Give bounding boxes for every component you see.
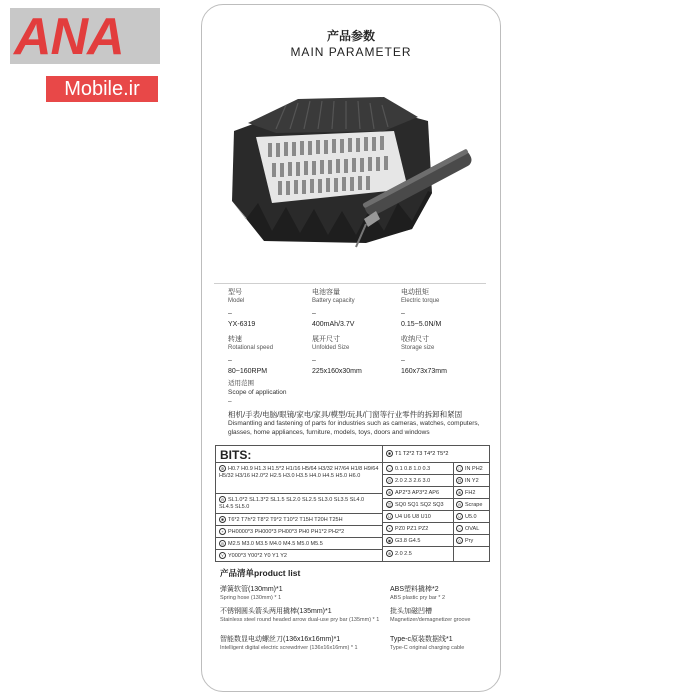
scope-label-en: Scope of application <box>228 389 287 396</box>
list-item-en: Stainless steel round headed arrow dual-use pry bar (135mm) * 1 <box>220 617 380 623</box>
bits-cell-text: OVAL <box>465 525 480 532</box>
spec-label-en: Battery capacity <box>312 298 355 304</box>
divider-top <box>214 283 486 284</box>
logo-banner <box>10 8 160 64</box>
spec-label-cn: 展开尺寸 <box>312 336 340 343</box>
torx-bit-icon: ✱ <box>220 517 225 522</box>
list-item-en: Spring hose (130mm) * 1 <box>220 595 282 601</box>
pozidriv-bit-icon: + <box>386 525 393 532</box>
list-item-cn: ABS塑料撬棒*2 <box>390 586 439 593</box>
list-item <box>220 635 390 653</box>
bits-title: BITS: <box>220 448 252 462</box>
list-item-en: Intelligent digital electric screwdriver (136x16x16mm) * 1 <box>220 645 358 651</box>
spec-value: 225x160x30mm <box>312 368 362 375</box>
spec-value: 0.15~5.0N/M <box>401 321 442 328</box>
slotted-bit-icon: ⊖ <box>220 497 225 502</box>
scope-section <box>228 379 488 437</box>
spec-torque <box>401 288 491 329</box>
spec-dash: – <box>312 310 316 317</box>
spec-label-cn: 收纳尺寸 <box>401 336 429 343</box>
product-list-title: 产品清单product list <box>220 568 301 578</box>
product-image <box>216 71 486 277</box>
tri-wing-bit-icon: Y <box>219 552 226 559</box>
spec-value: 80~160RPM <box>228 368 268 375</box>
scope-label-cn: 适用范围 <box>228 380 254 387</box>
bits-row-text: PH0000*3 PH000*3 PH00*3 PH0 PH1*2 PH2*2 <box>228 528 345 535</box>
bits-cell-text: G3.8 G4.5 <box>395 537 421 544</box>
square-bit-icon: □ <box>456 465 463 472</box>
u-large-bit-icon: ∪ <box>456 513 463 520</box>
spec-dash: – <box>312 357 316 364</box>
spec-label-cn: 电动扭矩 <box>401 289 429 296</box>
spec-dash: – <box>228 310 232 317</box>
oval-bit-icon: ○ <box>456 525 463 532</box>
circle-dot-bit-icon: ⊙ <box>387 478 392 483</box>
list-item-en: Type-C original charging cable <box>390 645 465 651</box>
cross-circle-bit-icon: ⊕ <box>387 490 392 495</box>
square-dot-bit-icon: ⊡ <box>457 478 462 483</box>
bits-cell-text: 0.1 0.8 1.0 0.3 <box>395 465 431 472</box>
spec-value: 160x73x73mm <box>401 368 447 375</box>
bits-row-hex <box>216 462 382 494</box>
torx-small-bit-icon: ✱ <box>387 451 392 456</box>
bits-right-grid <box>383 462 489 561</box>
list-item <box>390 607 490 625</box>
spec-battery <box>312 288 397 329</box>
square-drive-bit-icon: ◫ <box>387 502 392 507</box>
bits-row-text: T6*2 T7h*2 T8*2 T9*2 T10*2 T15H T20H T25H <box>228 516 343 523</box>
logo-site-badge <box>46 76 158 102</box>
spec-speed <box>228 335 308 376</box>
hex-bit-icon: ✲ <box>220 466 225 471</box>
spec-dash: – <box>228 357 232 364</box>
bits-cell-text: IN PH2 <box>465 465 483 472</box>
scope-dash: – <box>228 398 232 405</box>
spec-unfolded-size <box>312 335 397 376</box>
spec-model <box>228 288 308 329</box>
list-item-cn: 智能数显电动螺丝刀(136x16x16mm)*1 <box>220 636 341 643</box>
site-logo <box>10 8 162 104</box>
pry-bit-icon: ◇ <box>457 538 462 543</box>
spec-label-cn: 电池容量 <box>312 289 340 296</box>
scope-desc-en: Dismantling and fastening of parts for industries such as cameras, watches, computers, glasses, home appliances, furniture, models, toys, doors and windows <box>228 420 480 436</box>
list-item-cn: 弹簧软管(130mm)*1 <box>220 586 283 593</box>
spec-label-cn: 型号 <box>228 289 242 296</box>
title-chinese: 产品参数 <box>326 29 375 43</box>
scrape-bit-icon: ⊖ <box>457 502 462 507</box>
scope-desc-cn: 相机/手表/电脑/眼镜/家电/家具/模型/玩具/门窗等行业零件的拆卸和紧固 <box>228 410 463 419</box>
phillips-bit-icon: + <box>219 528 226 535</box>
bits-cell-text: 2.0 2.5 <box>395 550 412 557</box>
bits-row-text: M2.5 M3.0 M3.5 M4.0 M4.5 M5.0 M5.5 <box>228 540 323 547</box>
spec-storage-size <box>401 335 491 376</box>
bits-cell-text: 2.0 2.3 2.6 3.0 <box>395 477 431 484</box>
spec-value: YX-6319 <box>228 321 256 328</box>
bits-row-tri-wing <box>216 549 382 562</box>
round-bit-icon: ○ <box>386 465 393 472</box>
g-bit-icon: ◉ <box>387 538 392 543</box>
bits-cell-text: PZ0 PZ1 PZ2 <box>395 525 429 532</box>
list-item <box>220 607 390 625</box>
x-circle-bit-icon: ⊗ <box>457 490 462 495</box>
bits-cell-text: U4 U6 U8 U10 <box>395 513 431 520</box>
bits-row-text: H0.7 H0.9 H1.3 H1.5*2 H1/16 H5/64 H3/32 H7/64 H1/8 H9/64 H5/32 H3/16 H2.0*2 H2.5 H3.0 H3.5 H4.0 H4.5 H5.0 H6.0 <box>219 465 379 479</box>
spec-label-en: Storage size <box>401 345 435 351</box>
bits-row-text: T1 T2*2 T3 T4*2 T5*2 <box>395 450 449 457</box>
list-item <box>390 635 490 653</box>
spec-dash: – <box>401 357 405 364</box>
spec-label-en: Model <box>228 298 245 304</box>
bits-cell-text: U5.0 <box>465 513 477 520</box>
list-item-cn: 批头加磁凹槽 <box>390 608 432 615</box>
bits-cell-text: SQ0 SQ1 SQ2 SQ3 <box>395 501 444 508</box>
list-item-cn: Type-c原装数据线*1 <box>390 636 453 643</box>
bits-row-text: Y000*3 Y00*2 Y0 Y1 Y2 <box>228 552 287 559</box>
logo-site-text: Mobile.ir <box>64 78 140 100</box>
title-english: MAIN PARAMETER <box>290 45 412 59</box>
bits-cell-text: FH2 <box>465 489 476 496</box>
spec-label-en: Electric torque <box>401 298 440 304</box>
list-item-cn: 不锈钢圆头箭头两用撬棒(135mm)*1 <box>220 608 332 615</box>
bits-row-slotted <box>216 493 382 514</box>
bits-cell-text: AP2*3 AP3*2 AP6 <box>395 489 440 496</box>
cross-bit-icon: ⊕ <box>387 551 392 556</box>
list-item-en: Magnetizer/demagnetizer groove <box>390 617 471 623</box>
bits-cell-text: IN Y2 <box>465 477 479 484</box>
spec-label-en: Rotational speed <box>228 345 274 351</box>
bits-table <box>215 445 490 562</box>
bits-cell-text: Pry <box>465 537 474 544</box>
bits-row-text: SL1.0*2 SL1.3*2 SL1.5 SL2.0 SL2.5 SL3.0 SL3.5 SL4.0 SL4.5 SL5.0 <box>219 496 365 510</box>
metric-bit-icon: ◎ <box>220 541 225 546</box>
list-item-en: ABS plastic pry bar * 2 <box>390 595 446 601</box>
logo-brand-text: ANA <box>14 8 124 66</box>
bits-right-row <box>383 546 489 562</box>
list-item <box>220 585 400 603</box>
spec-value: 400mAh/3.7V <box>312 321 355 328</box>
spec-label-en: Unfolded Size <box>312 345 350 351</box>
u-bit-icon: U <box>386 513 393 520</box>
list-item <box>390 585 490 603</box>
bits-row-torx-small <box>383 446 489 462</box>
parameter-card <box>201 4 501 692</box>
bits-cell-text: Scrape <box>465 501 483 508</box>
spec-label-cn: 转速 <box>228 336 242 343</box>
spec-dash: – <box>401 310 405 317</box>
